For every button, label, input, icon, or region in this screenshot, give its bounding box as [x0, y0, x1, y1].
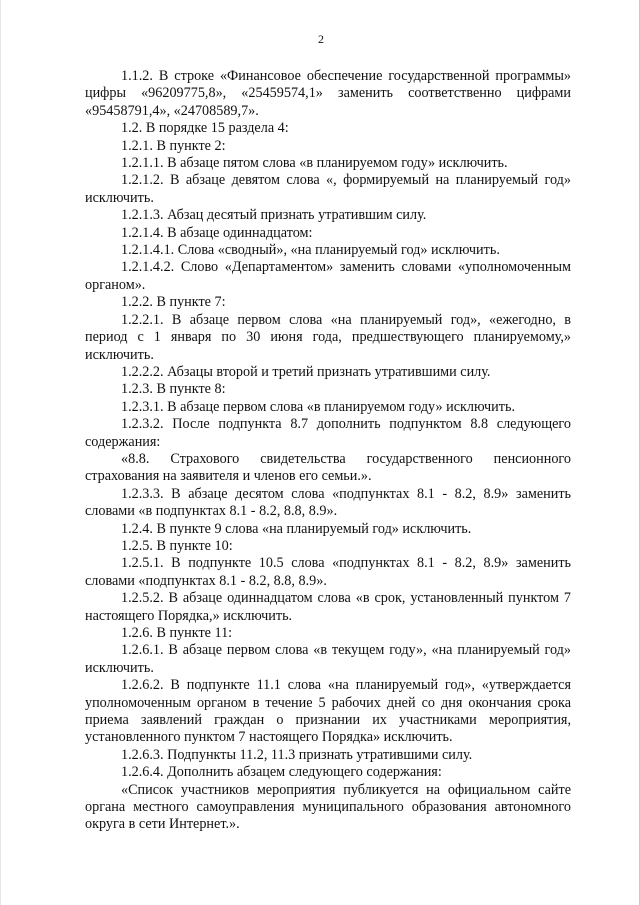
- document-body: [85, 68, 571, 834]
- paragraph: 1.2.1.4.1. Слова «сводный», «на планируемый год» исключить.: [121, 242, 500, 259]
- paragraph: 1.2.1. В пункте 2:: [121, 137, 226, 154]
- paragraph: 1.2.1.3. Абзац десятый признать утратившим силу.: [121, 207, 427, 224]
- paragraph: 1.2.6.2. В подпункте 11.1 слова «на планируемый год», «утверждается уполномоченным органом в течение 5 рабочих дней со дня окончания срока приема заявлений граждан о признании их участниками мероприятия, установленного пунктом 7 настоящего Порядка» исключить.: [85, 677, 571, 746]
- paragraph: 1.2.6. В пункте 11:: [121, 625, 233, 641]
- paragraph: 1.2.2.2. Абзацы второй и третий признать утратившими силу.: [121, 363, 491, 380]
- quoted-paragraph: «Список участников мероприятия публикуется на официальном сайте органа местного самоуправления муниципального образования автономного округа в сети Интернет.».: [85, 781, 571, 833]
- paragraph: 1.2.1.4. В абзаце одиннадцатом:: [121, 224, 313, 241]
- paragraph: 1.2.5. В пункте 10:: [121, 537, 233, 554]
- paragraph: 1.2.5.2. В абзаце одиннадцатом слова «в срок, установленный пунктом 7 настоящего Порядка,» исключить.: [85, 590, 571, 624]
- paragraph: 1.2.3.3. В абзаце десятом слова «подпунктах 8.1 - 8.2, 8.9» заменить словами «в подпунктах 8.1 - 8.2, 8.8, 8.9».: [85, 485, 571, 520]
- paragraph: 1.2.3.2. После подпункта 8.7 дополнить подпунктом 8.8 следующего содержания:: [85, 416, 571, 450]
- quoted-paragraph: «8.8. Страхового свидетельства государственного пенсионного страхования на заявителя и членов его семьи.».: [85, 450, 571, 485]
- paragraph: 1.2.3.1. В абзаце первом слова «в планируемом году» исключить.: [121, 398, 515, 415]
- paragraph: 1.2.5.1. В подпункте 10.5 слова «подпунктах 8.1 - 8.2, 8.9» заменить словами «подпунктах 8.1 - 8.2, 8.8, 8.9».: [85, 555, 571, 589]
- paragraph: 1.2.6.4. Дополнить абзацем следующего содержания:: [121, 764, 442, 781]
- paragraph: 1.2.6.3. Подпункты 11.2, 11.3 признать утратившими силу.: [121, 746, 473, 763]
- paragraph: 1.2.2. В пункте 7:: [121, 294, 226, 311]
- paragraph: 1.2.2.1. В абзаце первом слова «на планируемый год», «ежегодно, в период с 1 января по 30 июня года, предшествующего планируемому,» исключить.: [85, 311, 571, 363]
- page-number: 2: [318, 32, 324, 46]
- paragraph: 1.2.1.2. В абзаце девятом слова «, формируемый на планируемый год» исключить.: [85, 172, 571, 206]
- paragraph: 1.2.4. В пункте 9 слова «на планируемый год» исключить.: [121, 520, 472, 537]
- paragraph: 1.1.2. В строке «Финансовое обеспечение государственной программы» цифры «96209775,8», «25459574,1» заменить соответственно цифрами «95458791,4», «24708589,7».: [85, 68, 571, 119]
- paragraph: 1.2.6.1. В абзаце первом слова «в текущем году», «на планируемый год» исключить.: [85, 642, 571, 676]
- paragraph: 1.2.1.1. В абзаце пятом слова «в планируемом году» исключить.: [121, 155, 508, 172]
- paragraph: 1.2. В порядке 15 раздела 4:: [121, 120, 289, 137]
- paragraph: 1.2.3. В пункте 8:: [121, 381, 226, 398]
- paragraph: 1.2.1.4.2. Слово «Департаментом» заменить словами «уполномоченным органом».: [85, 259, 571, 293]
